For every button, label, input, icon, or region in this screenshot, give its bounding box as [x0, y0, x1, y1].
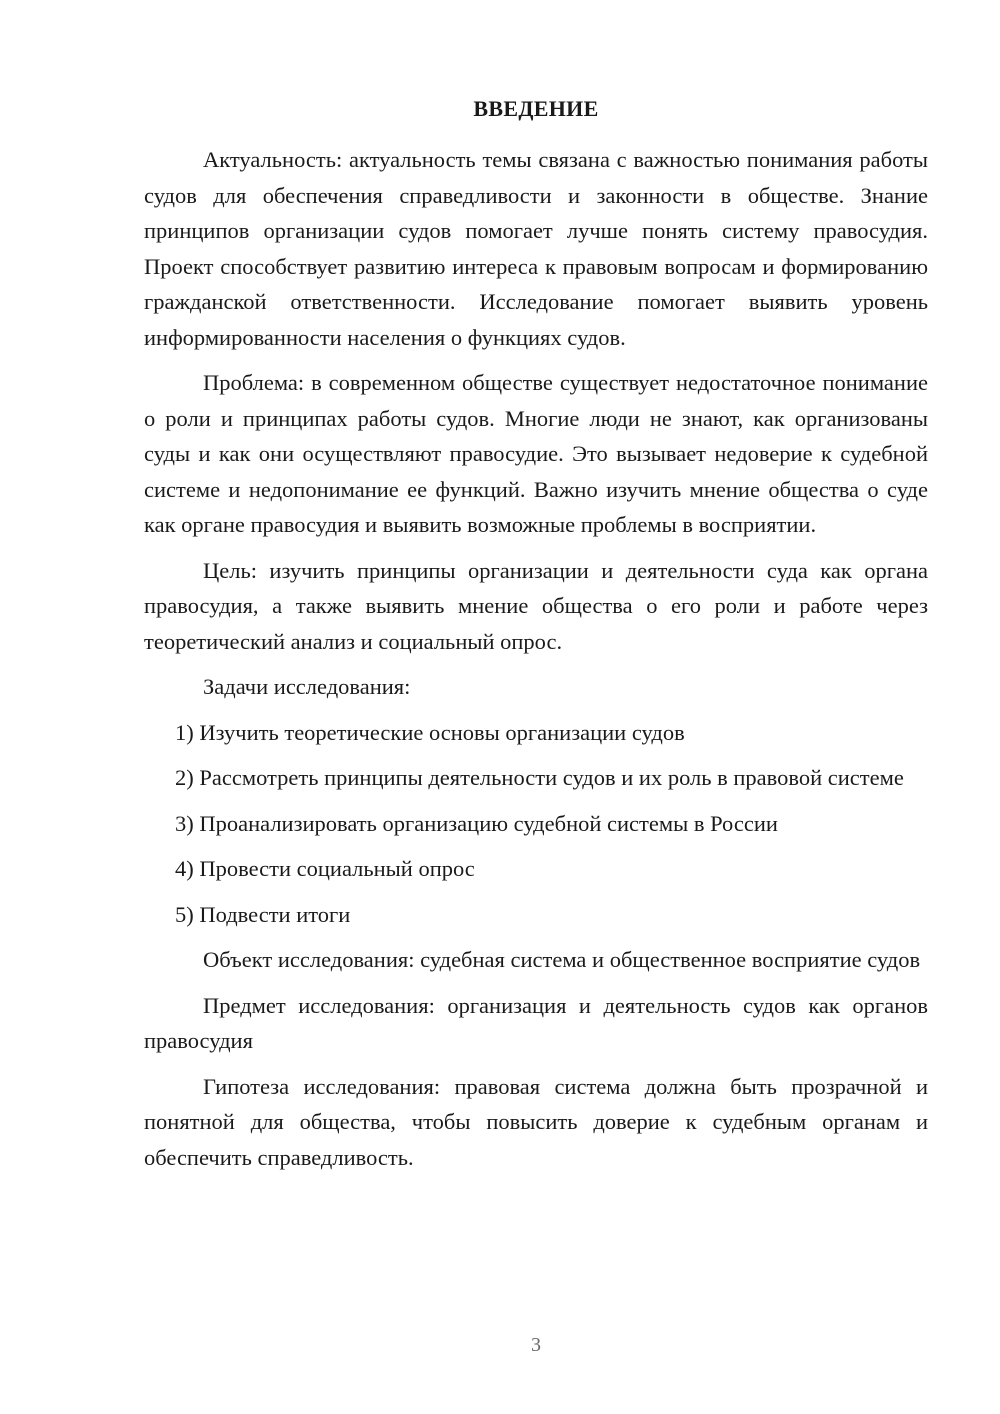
- relevance-paragraph: Актуальность: актуальность темы связана с важностью понимания работы судов для обеспечения справедливости и законности в обществе. Знание принципов организации судов помогает лучше понять систему правосудия. Проект способствует развитию интереса к правовым вопросам и формированию гражданской ответственности. Исследование помогает выявить уровень информированности населения о функциях судов.: [144, 147, 928, 350]
- object-paragraph: Объект исследования: судебная система и общественное восприятие судов: [203, 947, 921, 972]
- hypothesis-paragraph: Гипотеза исследования: правовая система должна быть прозрачной и понятной для общества, чтобы повысить доверие к судебным органам и обеспечить справедливость.: [144, 1073, 928, 1170]
- problem-paragraph: Проблема: в современном обществе существует недостаточное понимание о роли и принципах работы судов. Многие люди не знают, как организованы суды и как они осуществляют правосудие. Это вызывает недоверие к судебной системе и недопонимание ее функций. Важно изучить мнение общества о суде как органе правосудия и выявить возможные проблемы в восприятии.: [144, 370, 928, 537]
- goal-paragraph: Цель: изучить принципы организации и деятельности суда как органа правосудия, а также выявить мнение общества о его роли и работе через теоретический анализ и социальный опрос.: [144, 557, 928, 654]
- page-title: ВВЕДЕНИЕ: [473, 96, 599, 121]
- tasks-heading: Задачи исследования:: [203, 674, 411, 699]
- task-item: 5) Подвести итоги: [175, 901, 351, 927]
- task-item: 1) Изучить теоретические основы организации судов: [175, 719, 685, 745]
- document-body: [144, 142, 928, 1185]
- task-item: 2) Рассмотреть принципы деятельности судов и их роль в правовой системе: [175, 765, 904, 790]
- task-item: 3) Проанализировать организацию судебной системы в России: [175, 810, 778, 836]
- subject-paragraph: Предмет исследования: организация и деятельность судов как органов правосудия: [144, 992, 928, 1053]
- task-item: 4) Провести социальный опрос: [175, 856, 475, 881]
- page-number: 3: [531, 1334, 541, 1356]
